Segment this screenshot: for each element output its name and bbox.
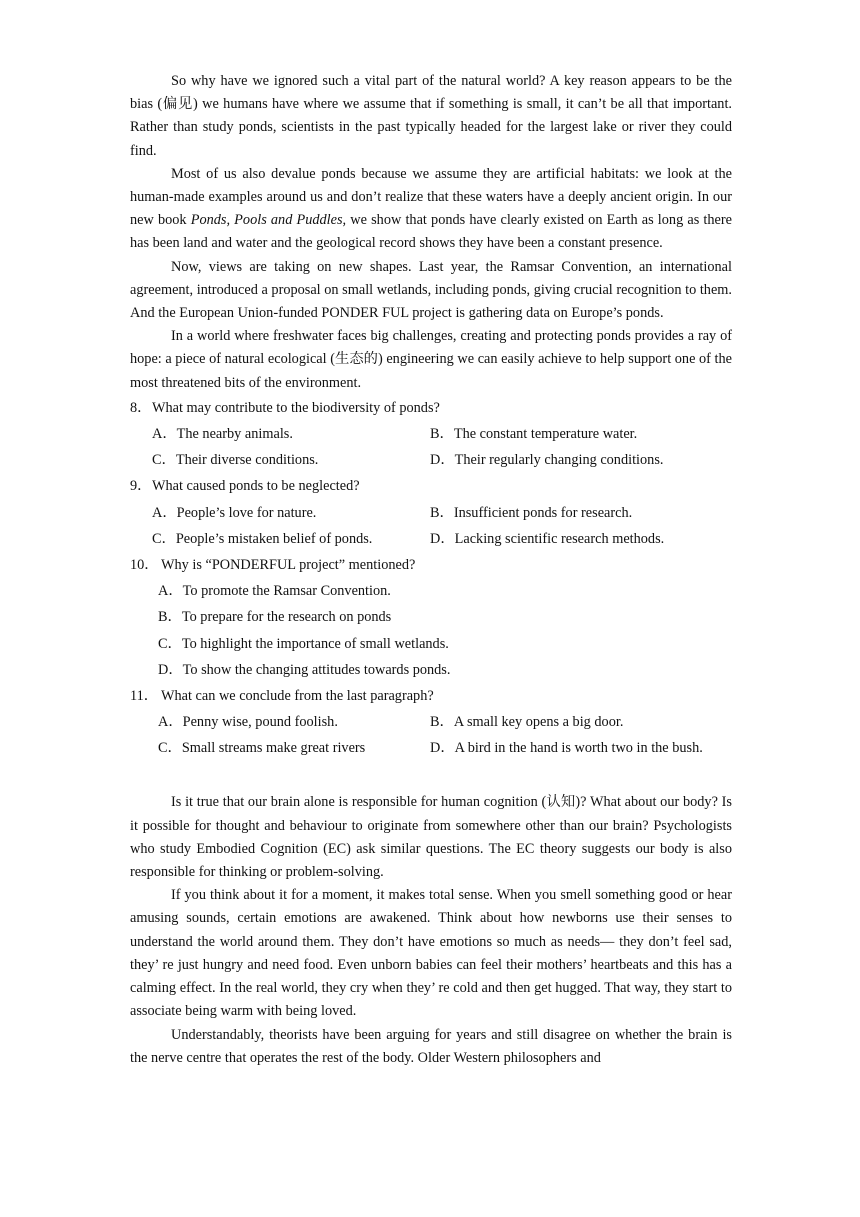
passage-2-paragraph-2: If you think about it for a moment, it makes total sense. When you smell something good or hear amusing sounds, certain emotions are awakened. Think about how newborns use their senses to understand the world around them. They don’t have emotions so much as needs— they don’t feel sad, they’ re just hungry and need food. Even unborn babies can feel their mothers’ heartbeats and this has a calming effect. In the real world, they cry when they’ re cold and then get hugged. That way, they start to associate being warm with being loved. [130, 887, 732, 1020]
page-content [130, 70, 732, 1070]
question-stem [130, 552, 732, 578]
question-9 [130, 473, 732, 552]
passage-1-paragraph-1 [130, 70, 732, 163]
option-row [130, 709, 732, 735]
passage-1 [130, 70, 732, 395]
option-a[interactable]: A．People’s love for nature. [152, 504, 317, 521]
option-a[interactable]: A．To promote the Ramsar Convention. [158, 583, 391, 600]
question-text: What caused ponds to be neglected? [152, 478, 360, 495]
question-11 [130, 683, 732, 762]
option-row [130, 500, 732, 526]
option-b[interactable]: B．A small key opens a big door. [430, 714, 624, 731]
option-b[interactable]: B．To prepare for the research on ponds [158, 609, 392, 626]
option-b[interactable]: B．The constant temperature water. [430, 426, 638, 443]
question-text: What may contribute to the biodiversity of ponds? [152, 399, 440, 416]
paragraph-text: Most of us also devalue ponds because we assume they are artificial habitats: we look at the human-made examples around us and don’t realize that these waters have a deeply ancient origin. In our new book [130, 165, 732, 229]
option-c[interactable]: C．People’s mistaken belief of ponds. [152, 530, 373, 547]
passage-1-paragraph-3 [130, 256, 732, 326]
question-text: Why is “PONDERFUL project” mentioned? [161, 556, 416, 573]
question-stem [130, 395, 732, 421]
question-list [130, 395, 732, 762]
option-c[interactable]: C．Their diverse conditions. [152, 452, 319, 469]
question-8 [130, 395, 732, 474]
question-number: 11． [130, 687, 159, 704]
question-number: 9． [130, 478, 152, 495]
option-d[interactable]: D．Lacking scientific research methods. [430, 530, 665, 547]
option-b[interactable]: B．Insufficient ponds for research. [430, 504, 633, 521]
question-stem [130, 683, 732, 709]
question-text: What can we conclude from the last paragraph? [161, 687, 434, 704]
question-number: 8． [130, 399, 152, 416]
paragraph-text: we show that ponds have clearly existed on Earth as long as there has been land and water and the geological record shows they have been a constant presence. [130, 212, 733, 252]
paragraph-text: So why have we ignored such a vital part of the natural world? A key reason appears to be the bias (偏见) we humans have where we assume that if something is small, it can’t be all that important. Rather than study ponds, scientists in the past typically headed for the largest lake or river they could find. [130, 73, 732, 159]
book-title: Ponds, Pools and Puddles, [190, 212, 347, 229]
question-stem [130, 473, 732, 499]
option-row [130, 735, 732, 761]
passage-2 [130, 791, 732, 1069]
option-row [130, 447, 732, 473]
passage-1-paragraph-4 [130, 325, 732, 395]
question-10 [130, 552, 732, 683]
option-row [130, 526, 732, 552]
option-a[interactable]: A．Penny wise, pound foolish. [158, 714, 338, 731]
option-d[interactable]: D．A bird in the hand is worth two in the bush. [430, 740, 703, 757]
option-c[interactable]: C．To highlight the importance of small wetlands. [158, 635, 449, 652]
passage-2-paragraph-3: Understandably, theorists have been arguing for years and still disagree on whether the brain is the nerve centre that operates the rest of the body. Older Western philosophers and [130, 1026, 732, 1066]
passage-2-paragraph-1: Is it true that our brain alone is responsible for human cognition (认知)? What about our body? Is it possible for thought and behaviour to originate from somewhere other than our brain? Psychologists who study Embodied Cognition (EC) ask similar questions. The EC theory suggests our body is also responsible for thinking or problem-solving. [130, 794, 732, 881]
paragraph-text: In a world where freshwater faces big challenges, creating and protecting ponds provides a ray of hope: a piece of natural ecological (生态的) engineering we can easily achieve to help support one of the most threatened bits of the environment. [130, 328, 732, 391]
option-c[interactable]: C．Small streams make great rivers [158, 740, 366, 757]
option-d[interactable]: D．To show the changing attitudes towards ponds. [158, 661, 451, 678]
option-a[interactable]: A．The nearby animals. [152, 426, 293, 443]
passage-1-paragraph-2 [130, 163, 732, 256]
option-row [130, 421, 732, 447]
paragraph-text: Now, views are taking on new shapes. Last year, the Ramsar Convention, an international agreement, introduced a proposal on small wetlands, including ponds, giving crucial recognition to them. And the European Union-funded PONDER FUL project is gathering data on Europe’s ponds. [130, 258, 732, 322]
option-d[interactable]: D．Their regularly changing conditions. [430, 452, 664, 469]
question-number: 10． [130, 556, 159, 573]
